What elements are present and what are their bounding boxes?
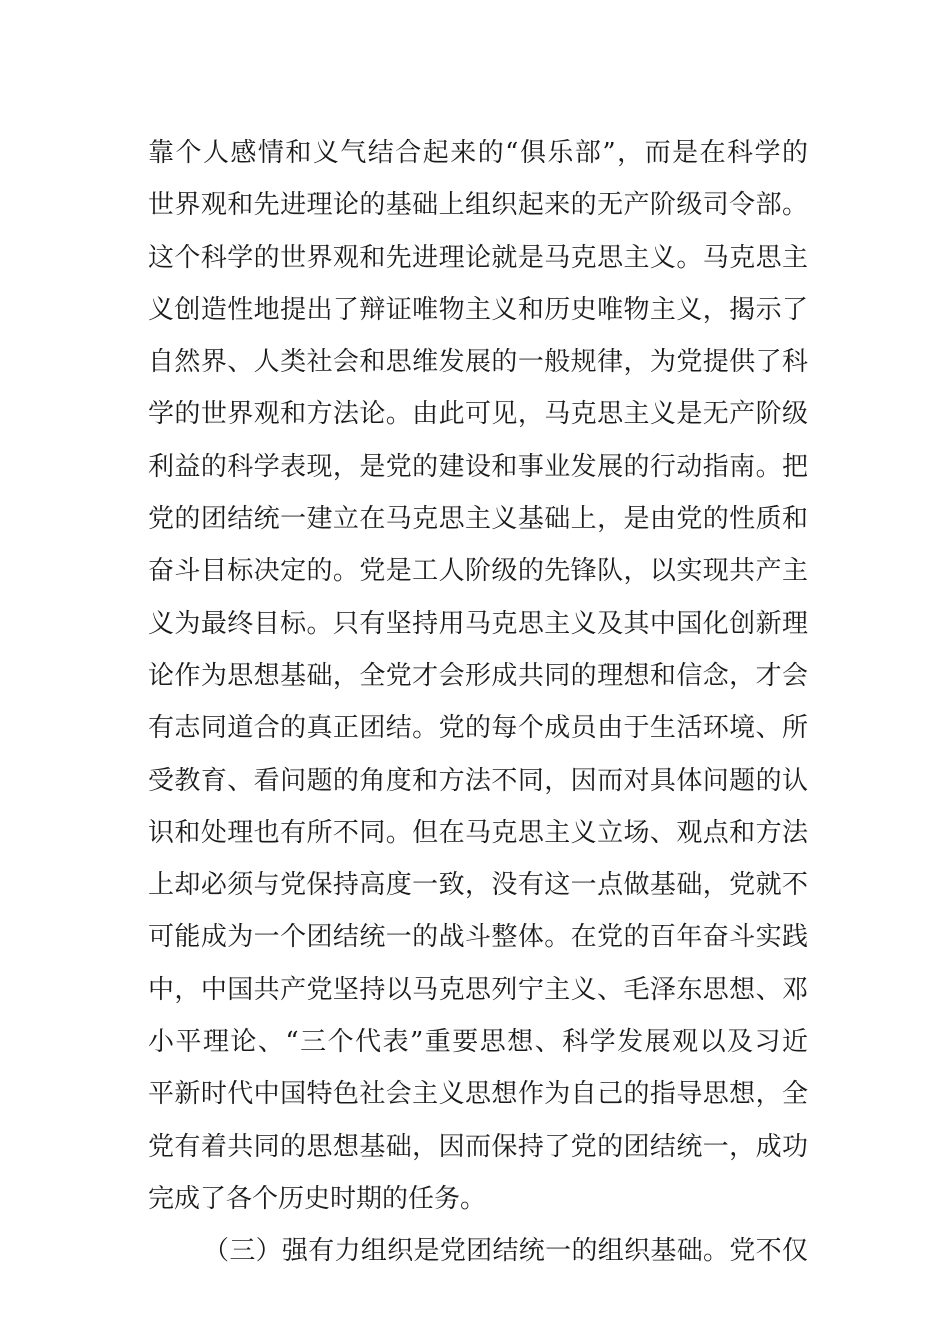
text-line: 义创造性地提出了辩证唯物主义和历史唯物主义，揭示了	[148, 294, 808, 325]
text-line: 中，中国共产党坚持以马克思列宁主义、毛泽东思想、邓	[148, 974, 808, 1005]
text-line: 奋斗目标决定的。党是工人阶级的先锋队，以实现共产主	[148, 556, 808, 587]
text-line: 世界观和先进理论的基础上组织起来的无产阶级司令部。	[148, 190, 808, 221]
text-line: 受教育、看问题的角度和方法不同，因而对具体问题的认	[148, 765, 808, 796]
text-line: 党有着共同的思想基础，因而保持了党的团结统一，成功	[148, 1131, 808, 1162]
text-line: 靠个人感情和义气结合起来的“俱乐部”，而是在科学的	[148, 138, 808, 168]
text-line: 可能成为一个团结统一的战斗整体。在党的百年奋斗实践	[148, 922, 808, 953]
section-heading-line: （三）强有力组织是党团结统一的组织基础。党不仅	[203, 1236, 808, 1267]
text-line: 自然界、人类社会和思维发展的一般规律，为党提供了科	[148, 347, 808, 378]
text-line: 平新时代中国特色社会主义思想作为自己的指导思想，全	[148, 1079, 808, 1110]
body-text	[148, 127, 808, 1278]
text-line: 小平理论、“三个代表”重要思想、科学发展观以及习近	[148, 1027, 808, 1058]
text-line: 党的团结统一建立在马克思主义基础上，是由党的性质和	[148, 504, 808, 535]
text-line: 论作为思想基础，全党才会形成共同的理想和信念，才会	[148, 660, 808, 691]
text-line: 上却必须与党保持高度一致，没有这一点做基础，党就不	[148, 870, 808, 901]
text-line: 利益的科学表现，是党的建设和事业发展的行动指南。把	[148, 451, 808, 482]
text-line: 有志同道合的真正团结。党的每个成员由于生活环境、所	[148, 713, 808, 744]
paragraph-end-line: 完成了各个历史时期的任务。	[148, 1183, 487, 1214]
text-line: 这个科学的世界观和先进理论就是马克思主义。马克思主	[148, 242, 808, 273]
text-line: 识和处理也有所不同。但在马克思主义立场、观点和方法	[148, 817, 808, 848]
text-line: 学的世界观和方法论。由此可见，马克思主义是无产阶级	[148, 399, 808, 430]
text-line: 义为最终目标。只有坚持用马克思主义及其中国化创新理	[148, 608, 808, 639]
